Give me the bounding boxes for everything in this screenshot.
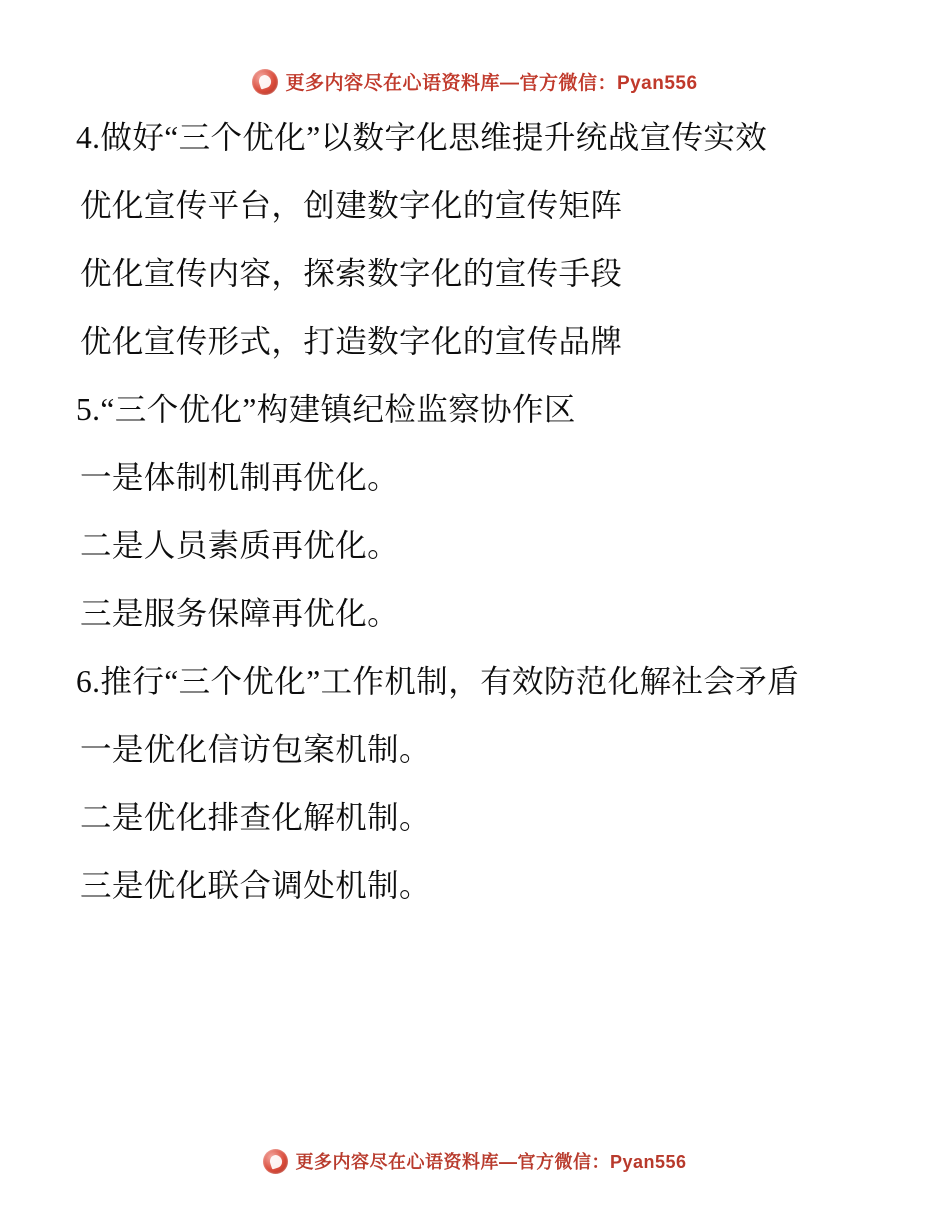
- wechat-badge-icon: [263, 1149, 288, 1174]
- paragraph-6-3: 三是优化联合调处机制。: [80, 868, 431, 904]
- paragraph-4-1: 优化宣传平台，创建数字化的宣传矩阵: [80, 188, 623, 224]
- paragraph-heading-6: 6.推行“三个优化”工作机制，有效防范化解社会矛盾: [76, 664, 800, 700]
- promo-banner-top-text: 更多内容尽在心语资料库—官方微信：Pyan556: [285, 73, 698, 94]
- paragraph-5-1: 一是体制机制再优化。: [80, 460, 400, 496]
- paragraph-6-2: 二是优化排查化解机制。: [80, 800, 431, 836]
- paragraph-5-2: 二是人员素质再优化。: [80, 528, 400, 564]
- paragraph-5-3: 三是服务保障再优化。: [80, 596, 400, 632]
- promo-banner-bottom-text: 更多内容尽在心语资料库—官方微信：Pyan556: [295, 1152, 687, 1172]
- paragraph-6-1: 一是优化信访包案机制。: [80, 732, 431, 768]
- paragraph-heading-4: 4.做好“三个优化”以数字化思维提升统战宣传实效: [76, 120, 768, 155]
- paragraph-4-3: 优化宣传形式，打造数字化的宣传品牌: [80, 324, 623, 360]
- promo-banner-top: [0, 68, 950, 95]
- wechat-badge-icon: [252, 69, 278, 95]
- paragraph-4-2: 优化宣传内容，探索数字化的宣传手段: [80, 256, 623, 292]
- paragraph-heading-5: 5.“三个优化”构建镇纪检监察协作区: [76, 392, 576, 428]
- promo-banner-bottom: [0, 1148, 950, 1174]
- document-body: [62, 112, 888, 927]
